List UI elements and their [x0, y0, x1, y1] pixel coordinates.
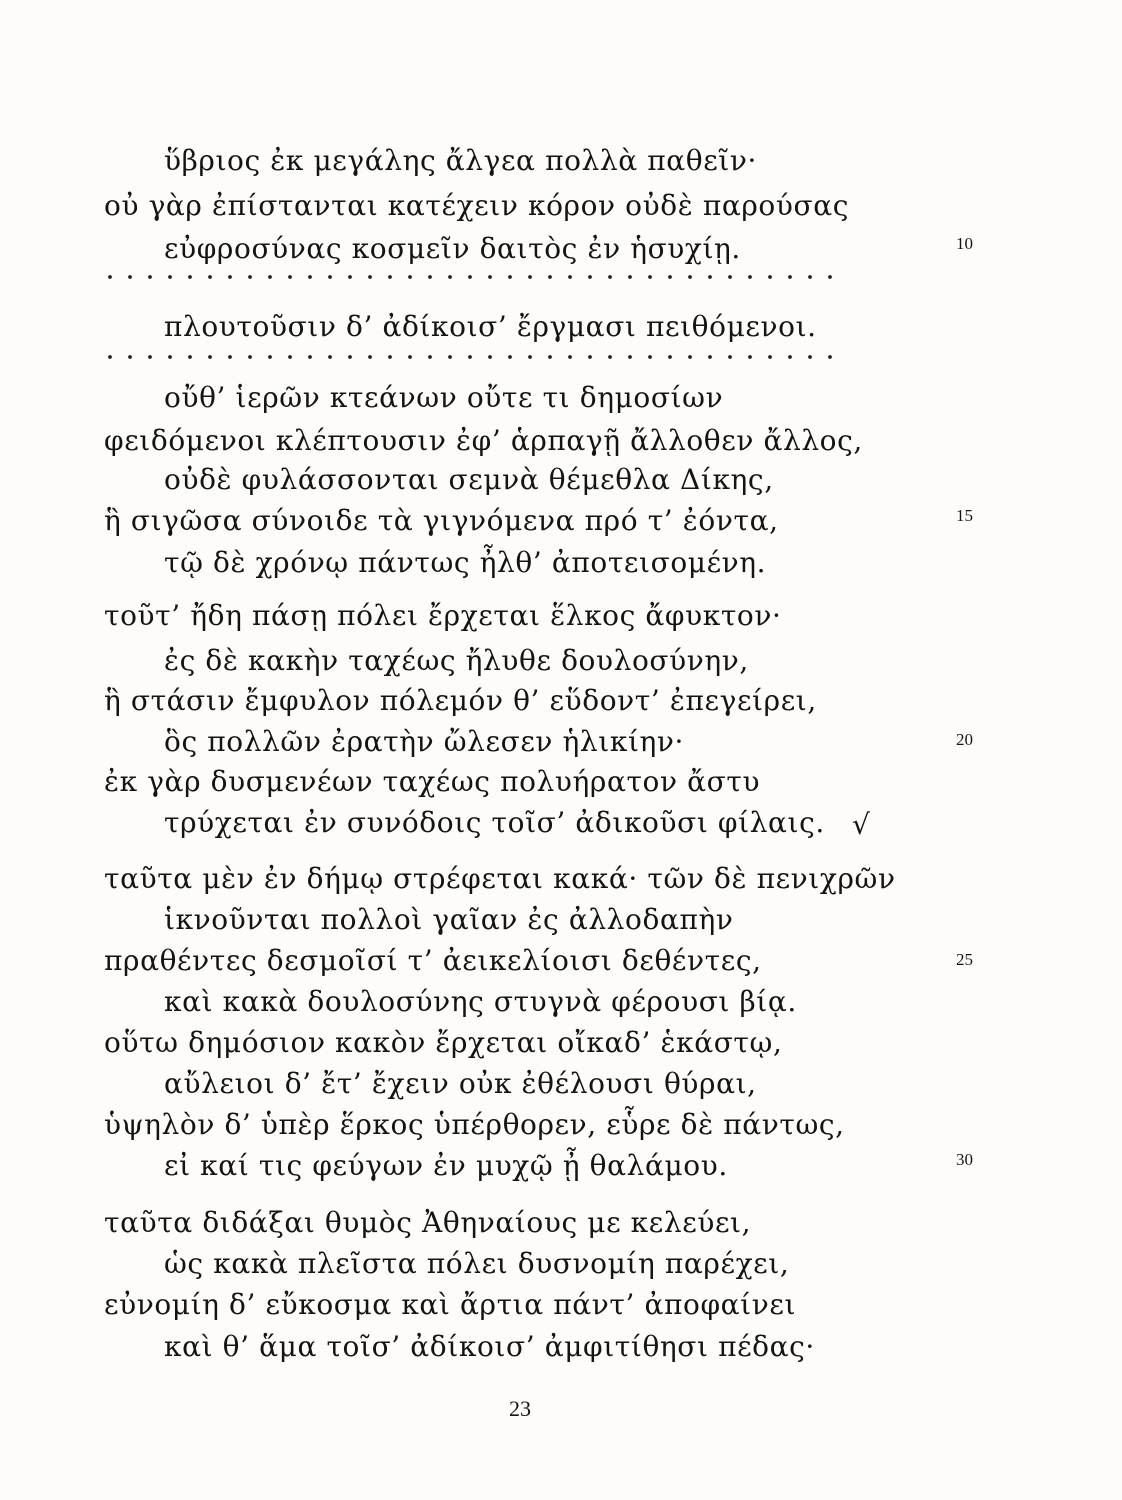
- verse-line: φειδόμενοι κλέπτουσιν ἐφ’ ἁρπαγῇ ἄλλοθεν ἄλλος,: [104, 424, 863, 457]
- verse-line: πραθέντες δεσμοῖσί τ’ ἀεικελίοισι δεθέντες,: [104, 944, 762, 977]
- verse-line: ἱκνοῦνται πολλοὶ γαῖαν ἐς ἀλλοδαπὴν: [164, 903, 734, 936]
- verse-line: εὐνομίη δ’ εὔκοσμα καὶ ἄρτια πάντ’ ἀποφαίνει: [104, 1288, 797, 1321]
- verse-line: τρύχεται ἐν συνόδοις τοῖσ’ ἀδικοῦσι φίλαις.: [164, 806, 825, 839]
- verse-line: τῷ δὲ χρόνῳ πάντως ἦλθ’ ἀποτεισομένη.: [164, 546, 767, 579]
- line-number: 30: [956, 1150, 973, 1169]
- verse-line: εἰ καί τις φεύγων ἐν μυχῷ ᾖ θαλάμου.: [164, 1149, 728, 1182]
- verse-line: οὐ γὰρ ἐπίστανται κατέχειν κόρον οὐδὲ παρούσας: [104, 189, 849, 222]
- line-number: 15: [956, 506, 973, 525]
- verse-line: καὶ θ’ ἅμα τοῖσ’ ἀδίκοισ’ ἀμφιτίθησι πέδας·: [164, 1330, 815, 1363]
- verse-line: οὕτω δημόσιον κακὸν ἔρχεται οἴκαδ’ ἑκάστῳ,: [104, 1026, 783, 1059]
- verse-line: αὔλειοι δ’ ἔτ’ ἔχειν οὐκ ἐθέλουσι θύραι,: [164, 1067, 757, 1100]
- verse-line: πλουτοῦσιν δ’ ἀδίκοισ’ ἔργμασι πειθόμενοι.: [164, 310, 817, 343]
- ellipsis-row: [100, 272, 840, 282]
- verse-line: καὶ κακὰ δουλοσύνης στυγνὰ φέρουσι βίᾳ.: [164, 985, 797, 1018]
- verse-line: ὃς πολλῶν ἐρατὴν ὤλεσεν ἡλικίην·: [164, 725, 685, 758]
- verse-line: ἣ στάσιν ἔμφυλον πόλεμόν θ’ εὕδοντ’ ἐπεγείρει,: [104, 684, 817, 717]
- line-number: 25: [956, 950, 973, 969]
- page-number: 23: [509, 1396, 531, 1421]
- ellipsis-row: [100, 352, 840, 362]
- verse-line: οὐδὲ φυλάσσονται σεμνὰ θέμεθλα Δίκης,: [164, 463, 774, 496]
- line-number: 10: [956, 234, 973, 253]
- line-number: 20: [956, 730, 973, 749]
- verse-line: ἐκ γὰρ δυσμενέων ταχέως πολυήρατον ἄστυ: [104, 765, 761, 798]
- verse-line: εὐφροσύνας κοσμεῖν δαιτὸς ἐν ἡσυχίῃ.: [164, 232, 741, 265]
- verse-line: ταῦτα διδάξαι θυμὸς Ἀθηναίους με κελεύει,: [104, 1206, 752, 1239]
- verse-line: ὡς κακὰ πλεῖστα πόλει δυσνομίη παρέχει,: [164, 1247, 790, 1280]
- verse-line: ἣ σιγῶσα σύνοιδε τὰ γιγνόμενα πρό τ’ ἐόντα,: [104, 504, 779, 537]
- verse-line: οὔθ’ ἱερῶν κτεάνων οὔτε τι δημοσίων: [164, 381, 724, 414]
- verse-line: ὑψηλὸν δ’ ὑπὲρ ἕρκος ὑπέρθορεν, εὗρε δὲ πάντως,: [104, 1108, 845, 1141]
- verse-line: ταῦτα μὲν ἐν δήμῳ στρέφεται κακά· τῶν δὲ πενιχρῶν: [104, 862, 896, 895]
- handwritten-check-mark: √: [852, 808, 870, 841]
- verse-line: ἐς δὲ κακὴν ταχέως ἤλυθε δουλοσύνην,: [164, 644, 749, 677]
- verse-line: ὕβριος ἐκ μεγάλης ἄλγεα πολλὰ παθεῖν·: [164, 144, 758, 177]
- verse-line: τοῦτ’ ἤδη πάσῃ πόλει ἔρχεται ἕλκος ἄφυκτον·: [104, 599, 782, 632]
